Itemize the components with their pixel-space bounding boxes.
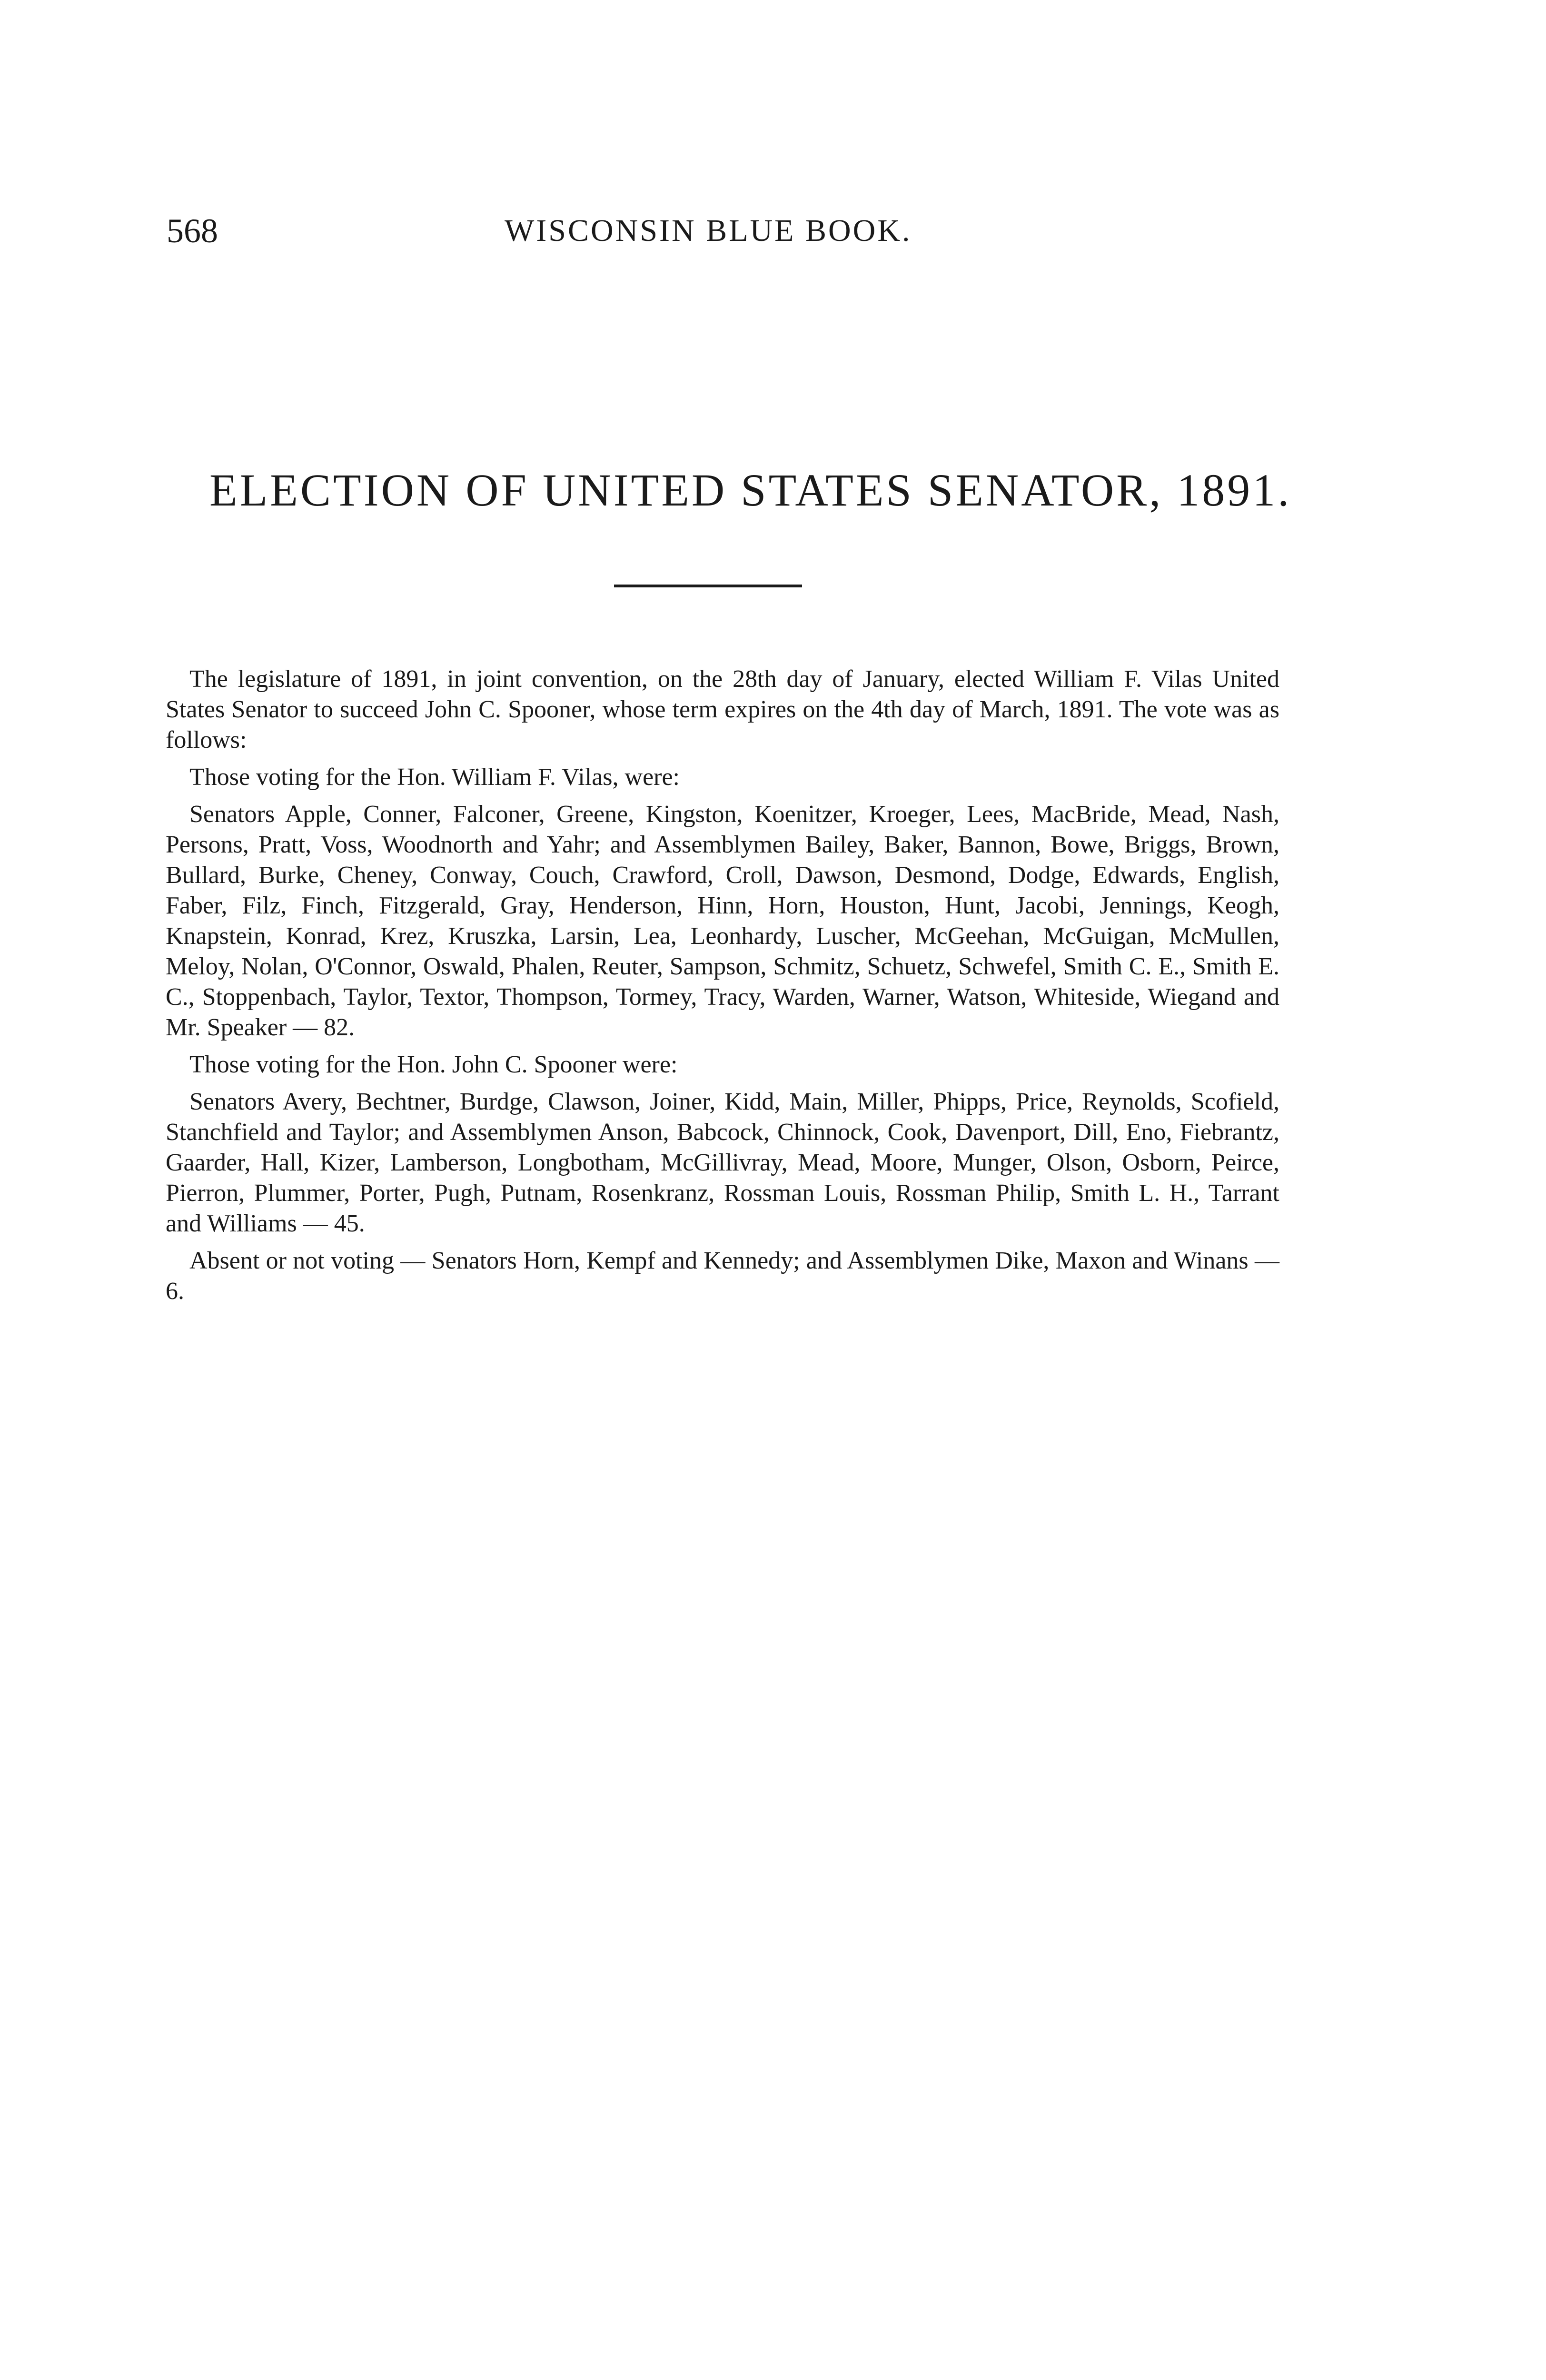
spooner-voters: Senators Avery, Bechtner, Burdge, Clawson, Joiner, Kidd, Main, Miller, Phipps, Price, Reynolds, Scofield, Stanchfield and Taylor; and Assemblymen Anson, Babcock, Chinnock, Cook, Davenport, Dill, Eno, Fiebrantz, Gaarder, Hall, Kizer, Lamberson, Longbotham, McGillivray, Mead, Moore, Munger, Olson, Osborn, Peirce, Pierron, Plummer, Porter, Pugh, Putnam, Rosenkranz, Rossman Louis, Rossman Philip, Smith L. H., Tarrant and Williams — 45. — [166, 1088, 1279, 1237]
title-divider — [614, 585, 802, 587]
running-head: WISCONSIN BLUE BOOK. — [505, 213, 912, 248]
vilas-heading: Those voting for the Hon. William F. Vilas, were: — [189, 764, 680, 791]
vilas-voters: Senators Apple, Conner, Falconer, Greene, Kingston, Koenitzer, Kroeger, Lees, MacBride, Mead, Nash, Persons, Pratt, Voss, Woodnorth and Yahr; and Assemblymen Bailey, Baker, Bannon, Bowe, Briggs, Brown, Bullard, Burke, Cheney, Conway, Couch, Crawford, Croll, Dawson, Desmond, Dodge, Edwards, English, Faber, Filz, Finch, Fitzgerald, Gray, Henderson, Hinn, Horn, Houston, Hunt, Jacobi, Jennings, Keogh, Knapstein, Konrad, Krez, Kruszka, Larsin, Lea, Leonhardy, Luscher, McGeehan, McGuigan, McMullen, Meloy, Nolan, O'Connor, Oswald, Phalen, Reuter, Sampson, Schmitz, Schuetz, Schwefel, Smith C. E., Smith E. C., Stoppenbach, Taylor, Textor, Thompson, Tormey, Tracy, Warden, Warner, Watson, Whiteside, Wiegand and Mr. Speaker — 82. — [166, 801, 1279, 1041]
body-text — [166, 664, 1279, 1313]
spooner-heading: Those voting for the Hon. John C. Spooner were: — [189, 1051, 678, 1078]
page-number: 568 — [167, 212, 218, 250]
page-title: ELECTION OF UNITED STATES SENATOR, 1891. — [209, 465, 1292, 516]
page-header — [167, 209, 971, 252]
intro-paragraph: The legislature of 1891, in joint convention, on the 28th day of January, elected William F. Vilas United States Senator to succeed John C. Spooner, whose term expires on the 4th day of March, 1891. The vote was as follows: — [166, 665, 1279, 754]
absent-voters: Absent or not voting — Senators Horn, Kempf and Kennedy; and Assemblymen Dike, Maxon and Winans — 6. — [166, 1247, 1279, 1305]
